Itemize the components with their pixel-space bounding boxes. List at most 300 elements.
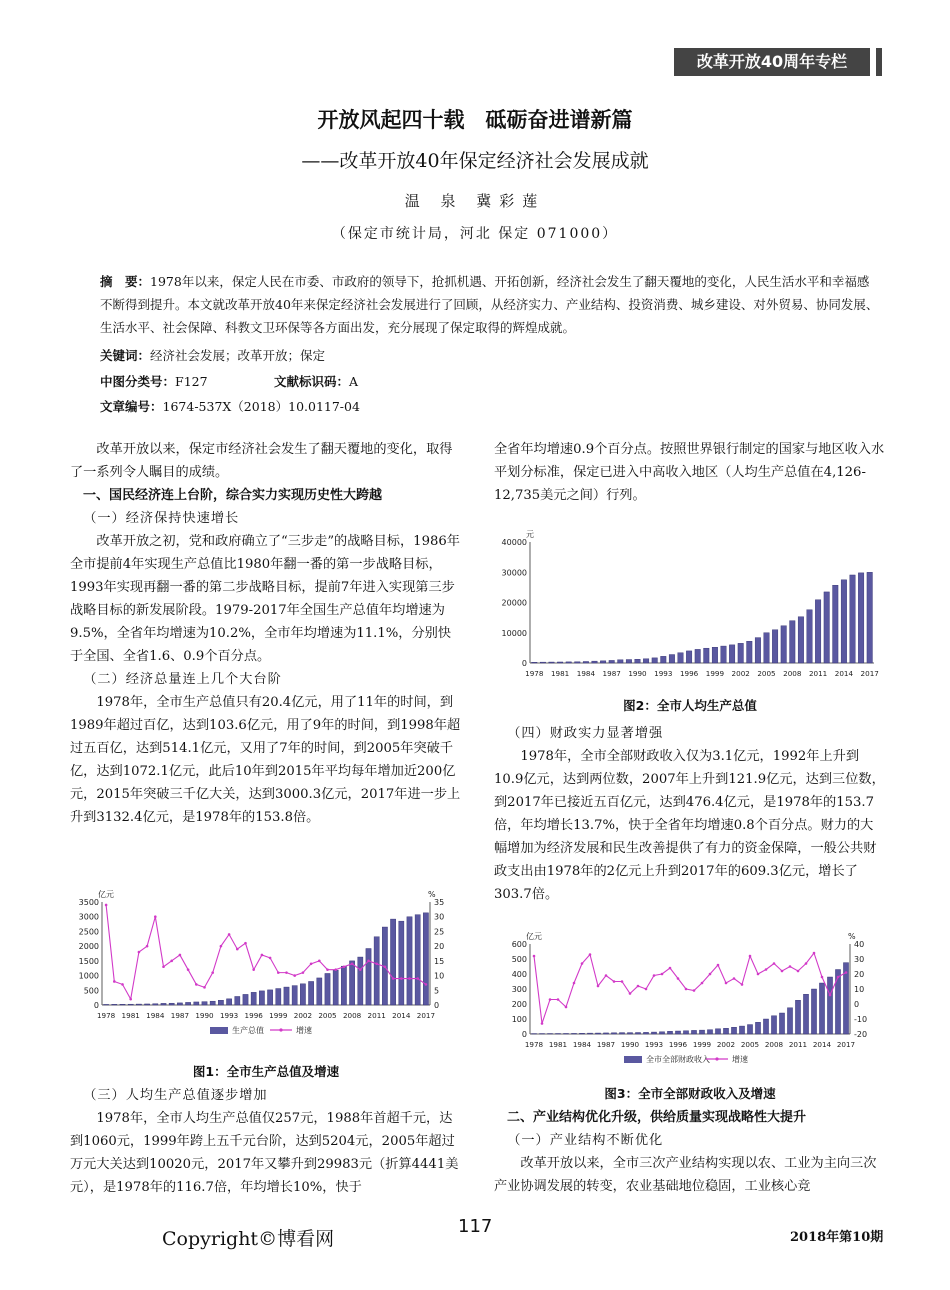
x-tick-label: 2014 — [812, 1040, 832, 1049]
x-tick-label: 1987 — [596, 1040, 616, 1049]
bar — [819, 983, 824, 1034]
bar — [824, 592, 830, 663]
x-tick-label: 1993 — [654, 669, 673, 678]
y-tick-label: 100 — [511, 1015, 527, 1024]
bar — [374, 937, 379, 1005]
bar — [643, 659, 649, 663]
bar — [755, 638, 761, 663]
bar — [575, 662, 581, 663]
growth-point — [733, 977, 736, 980]
growth-point — [146, 945, 149, 948]
bar — [592, 661, 598, 663]
y-unit-label: 元 — [526, 530, 534, 539]
bar — [683, 1031, 688, 1034]
x-tick-label: 1984 — [572, 1040, 592, 1049]
y-right-tick-label: 5 — [434, 986, 440, 996]
bar — [707, 1030, 712, 1034]
x-tick-label: 1990 — [620, 1040, 640, 1049]
y-tick-label: 200 — [511, 1000, 527, 1009]
clc-label: 中图分类号： — [100, 374, 176, 389]
chart-fiscal-revenue — [494, 930, 886, 1076]
growth-point — [244, 942, 247, 945]
bar — [739, 1026, 744, 1034]
bar — [798, 617, 804, 663]
growth-point — [367, 960, 370, 963]
x-tick-label: 1981 — [548, 1040, 568, 1049]
x-tick-label: 1990 — [628, 669, 647, 678]
growth-point — [277, 971, 280, 974]
bar — [779, 1013, 784, 1034]
bar — [333, 970, 338, 1005]
growth-point — [797, 970, 800, 973]
paragraph: 1978年，全市人均生产总值仅257元，1988年首超千元，达到1060元，1999年跨上五千元台阶，达到5204元，2005年超过万元大关达到10020元，2017年又攀升到29983元（折算4441美元），是1978年的116.7倍，年均增长10%，快于 — [70, 1111, 459, 1195]
growth-point — [359, 968, 362, 971]
subsection-heading: （一）经济保持快速增长 — [83, 511, 240, 526]
growth-point — [725, 982, 728, 985]
growth-point — [709, 973, 712, 976]
growth-point — [701, 982, 704, 985]
growth-point — [302, 971, 305, 974]
bar — [300, 984, 305, 1005]
bar — [587, 1033, 592, 1034]
chart-gdp — [70, 888, 462, 1056]
growth-point — [597, 985, 600, 988]
x-tick-label: 2002 — [731, 669, 750, 678]
y-tick-label: 30000 — [501, 568, 527, 578]
bar — [563, 1033, 568, 1034]
growth-point — [757, 973, 760, 976]
x-tick-label: 2008 — [764, 1040, 784, 1049]
bar — [308, 981, 313, 1005]
bar — [790, 621, 796, 663]
article-subtitle: ——改革开放40年保定经济社会发展成就 — [301, 150, 649, 172]
bar — [787, 1008, 792, 1034]
paragraph: 改革开放之初，党和政府确立了“三步走”的战略目标，1986年全市提前4年实现生产总值比1980年翻一番的第一步战略目标，1993年实现再翻一番的第二步战略目标，提前7年进入实现第三步战略目标的新发展阶段。1979-2017年全国生产总值年均增速为9.5%，全省年均增速为10.2%，全市年均增速为11.1%，分别快于全国、全省1.6、0.9个百分点。 — [70, 534, 460, 664]
bar — [721, 646, 727, 663]
y-tick-label: 1500 — [78, 956, 99, 966]
issue: 2018年第10期 — [790, 1230, 884, 1245]
abstract — [100, 270, 880, 339]
bar — [547, 1033, 552, 1034]
x-tick-label: 2008 — [783, 669, 802, 678]
paragraph: 改革开放以来，保定市经济社会发生了翻天覆地的变化，取得了一系列令人瞩目的成绩。 — [70, 442, 453, 480]
bar — [729, 645, 735, 663]
article-title: 开放风起四十载 砥砺奋进谱新篇 — [317, 108, 633, 132]
bar — [795, 1000, 800, 1034]
y-right-tick-label: 15 — [434, 956, 445, 966]
y-tick-label: 500 — [511, 955, 527, 964]
bar — [284, 987, 289, 1005]
bar — [358, 957, 363, 1005]
article-no-label: 文章编号： — [100, 399, 163, 414]
column-banner: 改革开放40周年专栏 — [674, 48, 870, 76]
bar — [850, 575, 856, 663]
y-tick-label: 3500 — [78, 898, 99, 907]
document-code — [274, 372, 358, 390]
paragraph: 全省年均增速0.9个百分点。按照世界银行制定的国家与地区收入水平划分标准，保定已进入中高收入地区（人均生产总值在4,126-12,735美元之间）行列。 — [494, 442, 885, 503]
y-tick-label: 400 — [511, 970, 527, 979]
growth-point — [351, 963, 354, 966]
bar — [112, 1004, 117, 1005]
y-tick-label: 0 — [521, 1030, 527, 1039]
growth-point — [653, 974, 656, 977]
growth-point — [236, 948, 239, 951]
legend-label: 全市全部财政收入 — [646, 1055, 710, 1064]
clc-number — [100, 372, 208, 390]
growth-point — [533, 955, 536, 958]
growth-point — [179, 954, 182, 957]
growth-point — [285, 971, 288, 974]
growth-point — [845, 971, 848, 974]
growth-point — [195, 983, 198, 986]
growth-point — [581, 962, 584, 965]
growth-point — [781, 970, 784, 973]
y-tick-label: 300 — [511, 985, 527, 994]
legend-label: 生产总值 — [232, 1026, 264, 1035]
growth-point — [334, 968, 337, 971]
bar — [579, 1033, 584, 1034]
doc-code-label: 文献标识码： — [274, 374, 350, 389]
growth-point — [813, 952, 816, 955]
banner-bar — [876, 48, 882, 76]
bar — [691, 1030, 696, 1034]
y-right-tick-label: -10 — [854, 1015, 868, 1024]
subsection-heading: （三）人均生产总值逐步增加 — [83, 1088, 268, 1103]
growth-point — [621, 980, 624, 983]
bar — [202, 1002, 207, 1005]
y-right-tick-label: 35 — [434, 898, 445, 907]
bar — [251, 992, 256, 1005]
growth-point — [717, 964, 720, 967]
bar — [415, 915, 420, 1005]
bar — [325, 973, 330, 1005]
bar — [603, 1033, 608, 1034]
bar — [276, 989, 281, 1005]
right-column-top — [494, 438, 886, 507]
left-column-top — [70, 438, 462, 829]
right-column-bottom — [494, 1106, 886, 1198]
bar — [317, 978, 322, 1005]
bar — [715, 1029, 720, 1034]
bar — [235, 996, 240, 1005]
y-tick-label: 40000 — [501, 538, 527, 547]
affiliation: （保定市统计局，河北 保定 071000） — [331, 226, 619, 242]
bar — [390, 919, 395, 1005]
bar — [661, 656, 667, 663]
clc-value: F127 — [175, 374, 208, 389]
bar — [619, 1033, 624, 1034]
legend-label: 增速 — [732, 1055, 748, 1064]
growth-point — [318, 960, 321, 963]
bar — [704, 648, 710, 663]
growth-point — [310, 963, 313, 966]
bar — [226, 999, 231, 1005]
y-tick-label: 500 — [83, 986, 99, 996]
y-right-tick-label: 20 — [854, 970, 865, 979]
bar — [635, 659, 641, 663]
subsection-heading: （一）产业结构不断优化 — [507, 1133, 664, 1148]
legend-label: 增速 — [296, 1026, 312, 1035]
bar — [669, 655, 675, 663]
bar — [136, 1004, 141, 1005]
bar — [867, 572, 873, 663]
bar — [210, 1001, 215, 1005]
x-tick-label: 1984 — [576, 669, 596, 678]
bar — [627, 1033, 632, 1034]
left-column-bottom — [70, 1084, 462, 1199]
x-tick-label: 1999 — [269, 1011, 288, 1020]
y-right-tick-label: 25 — [434, 927, 445, 937]
growth-point — [408, 977, 411, 980]
bar — [833, 585, 839, 663]
growth-point — [261, 954, 264, 957]
figure-caption-2: 图2：全市人均生产总值 — [623, 698, 757, 713]
growth-point — [669, 967, 672, 970]
bar — [643, 1032, 648, 1034]
x-tick-label: 1987 — [170, 1011, 190, 1020]
bar — [218, 1000, 223, 1005]
paragraph: 改革开放以来，全市三次产业结构实现以农、工业为主向三次产业协调发展的转变，农业基础地位稳固，工业核心竞 — [494, 1156, 877, 1194]
bar — [678, 653, 684, 663]
growth-point — [565, 1006, 568, 1009]
growth-point — [400, 977, 403, 980]
y-right-unit-label: % — [428, 890, 436, 899]
bar — [366, 948, 371, 1005]
bar — [169, 1003, 174, 1005]
paragraph: 1978年，全市生产总值只有20.4亿元，用了11年的时间，到1989年超过百亿，达到103.6亿元，用了9年的时间，到1998年超过五百亿，达到514.1亿元，又用了7年的时间，到2005年突破千亿，达到1072.1亿元，此后10年到2015年平均每年增加近200亿元，2015年突破三千亿大关，达到3000.3亿元，2017年进一步上升到3132.4亿元，是1978年的153.8倍。 — [70, 695, 461, 825]
x-tick-label: 1981 — [550, 669, 570, 678]
bar — [781, 626, 787, 663]
bar — [583, 661, 589, 663]
growth-point — [228, 933, 231, 936]
y-right-tick-label: 20 — [434, 942, 445, 952]
bar — [600, 661, 606, 663]
bar — [259, 991, 264, 1005]
bar — [815, 600, 821, 663]
right-column-mid — [494, 722, 886, 906]
legend-bar-swatch — [624, 1056, 642, 1063]
y-unit-label: 亿元 — [526, 932, 542, 941]
x-tick-label: 1993 — [644, 1040, 664, 1049]
keywords-text: 经济社会发展；改革开放；保定 — [150, 348, 326, 363]
bar — [611, 1033, 616, 1034]
growth-point — [765, 968, 768, 971]
growth-point — [549, 998, 552, 1001]
bar — [609, 660, 615, 663]
growth-point — [425, 983, 428, 986]
y-right-tick-label: 0 — [854, 1000, 860, 1009]
legend-line-marker — [715, 1057, 718, 1060]
growth-point — [154, 915, 157, 918]
bar — [652, 658, 658, 663]
growth-point — [693, 989, 696, 992]
bar — [539, 1034, 544, 1035]
bar — [540, 662, 546, 663]
x-tick-label: 2005 — [757, 669, 776, 678]
x-tick-label: 2017 — [836, 1040, 856, 1049]
bar — [557, 662, 563, 663]
x-tick-label: 2017 — [416, 1011, 436, 1020]
article-no-value: 1674-537X（2018）10.0117-04 — [162, 399, 360, 414]
y-tick-label: 2500 — [78, 927, 99, 937]
bar — [695, 649, 701, 663]
bar — [686, 651, 692, 663]
copyright: Copyright©博看网 — [162, 1228, 335, 1250]
x-tick-label: 2011 — [788, 1040, 808, 1049]
bar — [549, 662, 555, 663]
abstract-label: 摘 要： — [100, 274, 151, 289]
growth-point — [789, 965, 792, 968]
x-tick-label: 1993 — [219, 1011, 239, 1020]
y-right-tick-label: -20 — [854, 1030, 868, 1039]
x-tick-label: 2002 — [716, 1040, 736, 1049]
growth-point — [637, 985, 640, 988]
growth-point — [613, 980, 616, 983]
bar — [120, 1004, 125, 1005]
x-tick-label: 2011 — [808, 669, 828, 678]
section-heading-1: 一、国民经济连上台阶，综合实力实现历史性大跨越 — [83, 488, 383, 503]
bar — [651, 1032, 656, 1034]
growth-point — [343, 965, 346, 968]
y-tick-label: 3000 — [78, 912, 99, 922]
bar — [161, 1003, 166, 1005]
bar — [595, 1033, 600, 1034]
growth-point — [805, 962, 808, 965]
x-tick-label: 1996 — [244, 1011, 263, 1020]
abstract-text: 1978年以来，保定人民在市委、市政府的领导下，抢抓机遇、开拓创新，经济社会发生了翻天覆地的变化，人民生活水平和幸福感不断得到提升。本文就改革开放40年来保定经济社会发展进行了回顾，从经济实力、产业结构、投资消费、城乡建设、对外贸易、协同发展、生活水平、社会保障、科教文卫环保等各方面出发，充分展现了保定取得的辉煌成就。 — [100, 274, 879, 335]
growth-point — [837, 976, 840, 979]
growth-point — [645, 988, 648, 991]
y-right-tick-label: 30 — [854, 955, 865, 964]
growth-point — [573, 982, 576, 985]
subsection-heading: （四）财政实力显著增强 — [507, 726, 664, 741]
section-heading-2: 二、产业结构优化升级，供给质量实现战略性大提升 — [507, 1110, 807, 1125]
bar — [555, 1033, 560, 1034]
x-tick-label: 1978 — [96, 1011, 116, 1020]
x-tick-label: 1978 — [524, 1040, 544, 1049]
growth-point — [129, 998, 132, 1001]
bar — [747, 641, 753, 663]
growth-point — [749, 955, 752, 958]
bar — [194, 1002, 199, 1005]
x-tick-label: 2002 — [293, 1011, 313, 1020]
keywords — [100, 346, 325, 364]
growth-point — [589, 953, 592, 956]
y-right-tick-label: 40 — [854, 940, 865, 949]
legend-bar-swatch — [210, 1027, 228, 1034]
bar — [144, 1004, 149, 1005]
bar — [407, 917, 412, 1005]
y-tick-label: 600 — [511, 940, 527, 949]
growth-point — [557, 998, 560, 1001]
y-unit-label: 亿元 — [98, 890, 114, 899]
y-tick-label: 0 — [521, 659, 527, 668]
x-tick-label: 2011 — [367, 1011, 386, 1020]
growth-point — [821, 976, 824, 979]
x-tick-label: 2014 — [834, 669, 854, 678]
y-right-tick-label: 10 — [854, 985, 865, 994]
x-tick-label: 2008 — [342, 1011, 362, 1020]
bar — [712, 647, 718, 663]
bar — [153, 1004, 158, 1005]
y-right-tick-label: 30 — [434, 912, 445, 922]
growth-point — [829, 994, 832, 997]
legend-line-marker — [279, 1028, 282, 1031]
bar — [807, 610, 813, 663]
growth-point — [211, 971, 214, 974]
bar — [835, 970, 840, 1035]
growth-point — [187, 968, 190, 971]
bar — [699, 1030, 704, 1034]
bar — [566, 662, 572, 663]
bar — [128, 1004, 133, 1005]
bar — [811, 989, 816, 1034]
bar — [103, 1004, 108, 1005]
x-tick-label: 1999 — [692, 1040, 712, 1049]
growth-point — [220, 945, 223, 948]
growth-point — [105, 904, 108, 907]
x-tick-label: 1987 — [602, 669, 621, 678]
figure-caption-3: 图3：全市全部财政收入及增速 — [604, 1086, 776, 1101]
bar — [349, 961, 354, 1005]
bar — [723, 1028, 728, 1034]
x-tick-label: 2014 — [392, 1011, 411, 1020]
keywords-label: 关键词： — [100, 348, 151, 363]
y-right-tick-label: 0 — [434, 1001, 440, 1010]
bar — [771, 1016, 776, 1034]
growth-point — [252, 968, 255, 971]
x-tick-label: 1990 — [195, 1011, 214, 1020]
x-tick-label: 2005 — [740, 1040, 760, 1049]
chart-per-capita-gdp — [494, 525, 886, 687]
growth-point — [293, 974, 296, 977]
page-number: 117 — [458, 1216, 493, 1237]
y-tick-label: 0 — [93, 1001, 99, 1010]
article-number — [100, 397, 360, 415]
growth-point — [392, 977, 395, 980]
bar — [423, 913, 428, 1005]
figure-caption-1: 图1：全市生产总值及增速 — [192, 1064, 340, 1079]
bar — [747, 1025, 752, 1034]
growth-point — [661, 973, 664, 976]
growth-point — [416, 977, 419, 980]
growth-point — [113, 980, 116, 983]
growth-point — [773, 962, 776, 965]
subsection-heading: （二）经济总量连上几个大台阶 — [83, 672, 282, 687]
paragraph: 1978年，全市全部财政收入仅为3.1亿元，1992年上升到10.9亿元，达到两位数，2007年上升到121.9亿元，达到三位数，到2017年已接近五百亿元，达到476.4亿元，是1978年的153.7倍，年均增长13.7%，快于全省年均增速0.8个百分点。财力的大幅增加为经济发展和民生改善提供了有力的资金保障，一般公共财政支出由1978年的2亿元上升到2017年的609.3亿元，增长了303.7倍。 — [494, 749, 885, 902]
bar — [675, 1031, 680, 1034]
bar — [659, 1032, 664, 1034]
bar — [531, 1034, 536, 1035]
bar — [243, 994, 248, 1005]
growth-point — [384, 965, 387, 968]
bar — [764, 633, 770, 663]
bar — [177, 1003, 182, 1005]
bar — [635, 1033, 640, 1035]
y-right-tick-label: 10 — [434, 971, 445, 981]
bar — [731, 1027, 736, 1034]
bar — [772, 630, 778, 663]
growth-point — [203, 986, 206, 989]
bar — [571, 1033, 576, 1034]
growth-point — [170, 960, 173, 963]
growth-point — [162, 965, 165, 968]
bar — [626, 660, 632, 663]
growth-point — [629, 992, 632, 995]
y-tick-label: 2000 — [78, 942, 99, 952]
growth-point — [326, 968, 329, 971]
growth-point — [375, 963, 378, 966]
